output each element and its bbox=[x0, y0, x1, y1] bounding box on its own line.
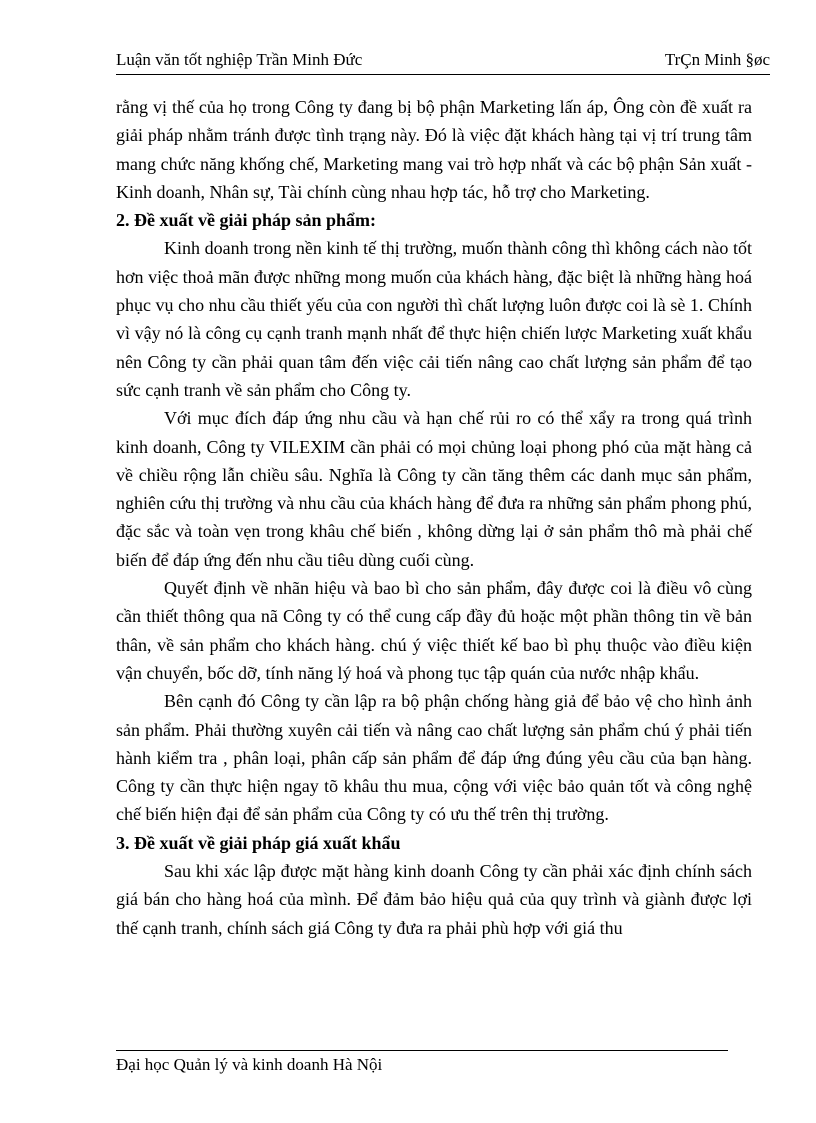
paragraph-product-quality: Kinh doanh trong nền kinh tế thị trường, muốn thành công thì không cách nào tốt hơn việc thoả mãn được những mong muốn của khách hàng, đặc biệt là những hàng hoá phục vụ cho nhu cầu thiết yếu của con người thì chất lượng luôn được coi là sè 1. Chính vì vậy nó là công cụ cạnh tranh mạnh nhất để thực hiện chiến lược Marketing xuất khẩu nên Công ty cần phải quan tâm đến việc cải tiến nâng cao chất lượng sản phẩm để tạo sức cạnh tranh về sản phẩm cho Công ty. bbox=[116, 238, 752, 400]
page-footer: Đại học Quản lý và kinh doanh Hà Nội bbox=[116, 1055, 383, 1074]
document-body bbox=[116, 93, 752, 942]
paragraph-continued: rằng vị thế của họ trong Công ty đang bị bộ phận Marketing lấn áp, Ông còn đề xuất ra giải pháp nhằm tránh được tình trạng này. Đó là việc đặt khách hàng tại vị trí trung tâm mang chức năng khống chế, Marketing mang vai trò hợp nhất và các bộ phận Sản xuất - Kinh doanh, Nhân sự, Tài chính cùng nhau hợp tác, hỗ trợ cho Marketing. bbox=[116, 97, 752, 202]
section-heading-price: 3. Đề xuất về giải pháp giá xuất khẩu bbox=[116, 832, 401, 853]
section-heading-product: 2. Đề xuất về giải pháp sản phẩm: bbox=[116, 210, 377, 231]
paragraph-anti-counterfeit: Bên cạnh đó Công ty cần lập ra bộ phận chống hàng giả để bảo vệ cho hình ảnh sản phẩm. Phải thường xuyên cải tiến và nâng cao chất lượng sản phẩm chú ý phải tiến hành kiểm tra , phân loại, phân cấp sản phẩm để đáp ứng đúng yêu cầu của bạn hàng. Công ty cần thực hiện ngay tõ khâu thu mua, cộng với việc bảo quản tốt và công nghệ chế biến hiện đại để sản phẩm của Công ty có ưu thế trên thị trường. bbox=[116, 691, 752, 825]
paragraph-brand-packaging: Quyết định về nhãn hiệu và bao bì cho sản phẩm, đây được coi là điều vô cùng cần thiết thông qua nã Công ty có thể cung cấp đầy đủ hoặc một phần thông tin về bản thân, về sản phẩm cho khách hàng. chú ý việc thiết kế bao bì phụ thuộc vào điều kiện vận chuyển, bốc dỡ, tính năng lý hoá và phong tục tập quán của nước nhập khẩu. bbox=[116, 578, 752, 683]
page-header bbox=[116, 48, 770, 72]
header-divider bbox=[116, 74, 770, 75]
paragraph-product-variety: Với mục đích đáp ứng nhu cầu và hạn chế rủi ro có thể xẩy ra trong quá trình kinh doanh, Công ty VILEXIM cần phải có mọi chủng loại phong phó của mặt hàng cả về chiều rộng lẫn chiều sâu. Nghĩa là Công ty cần tăng thêm các danh mục sản phẩm, nghiên cứu thị trường và nhu cầu của khách hàng để đưa ra những sản phẩm phong phú, đặc sắc và toàn vẹn trong khâu chế biến , không dừng lại ở sản phẩm thô mà phải chế biến để đáp ứng đến nhu cầu tiêu dùng cuối cùng. bbox=[116, 408, 752, 570]
header-author: TrÇn Minh §øc bbox=[664, 50, 770, 69]
paragraph-pricing-policy: Sau khi xác lập được mặt hàng kinh doanh Công ty cần phải xác định chính sách giá bán cho hàng hoá của mình. Để đảm bảo hiệu quả của quy trình và giành được lợi thế cạnh tranh, chính sách giá Công ty đưa ra phải phù hợp với giá thu bbox=[116, 861, 752, 938]
footer-divider bbox=[116, 1050, 728, 1051]
header-thesis-title: Luận văn tốt nghiệp Trần Minh Đức bbox=[116, 50, 363, 69]
